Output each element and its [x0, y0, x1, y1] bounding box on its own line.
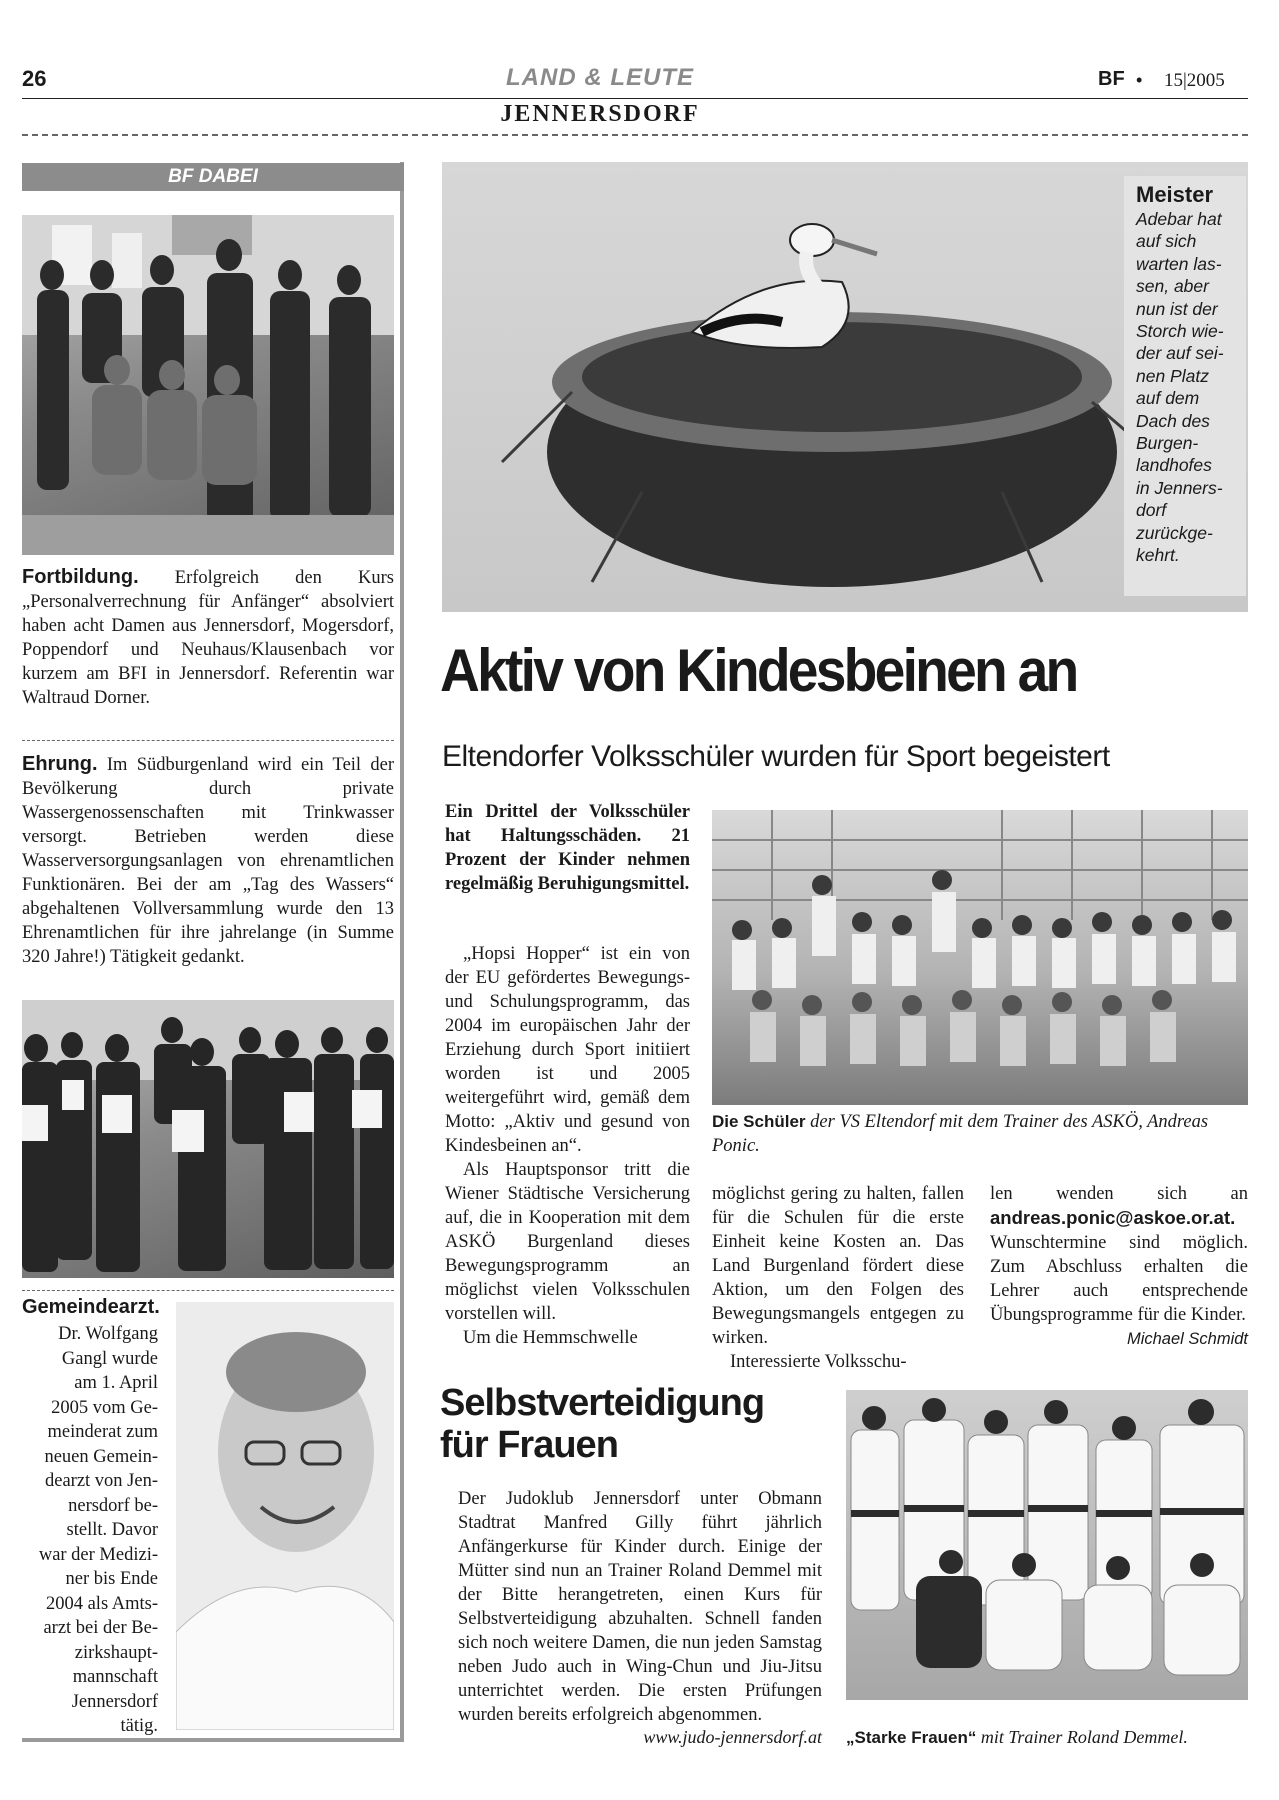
doctor-portrait	[176, 1302, 394, 1730]
gemeindearzt-line: tätig.	[120, 1716, 158, 1736]
stork-caption-text	[1124, 208, 1246, 567]
fortbildung-paragraph	[22, 565, 394, 710]
stork-caption-line: auf dem	[1136, 388, 1200, 409]
article2-text: Der Judoklub Jennersdorf unter Obmann Stadtrat Manfred Gilly führt jährlich Anfängerkurse für Kinder durch. Einige der Mütter sind nun an Trainer Roland Demmel mit der Bitte herangetreten, einen Kurs für Selbstverteidigung abzuhalten. Schnell fanden sich noch weitere Damen, die nun jeden Samstag neben Judo auch in Wing-Chun und Jiu-Jitsu unterrichtet werden. Die ersten Prüfungen wurden bereits erfolgreich abgenommen.	[458, 1489, 822, 1725]
stork-caption-line: nun ist der	[1136, 298, 1218, 319]
judo-caption	[846, 1727, 1248, 1748]
ehrung-group-photo	[22, 1000, 394, 1278]
ehrung-lead: Ehrung.	[22, 753, 98, 775]
region-title: JENNERSDORF	[500, 101, 700, 127]
gemeindearzt-line: dearzt von Jen-	[44, 1471, 158, 1491]
gemeindearzt-text	[22, 1322, 158, 1739]
article1-col1-p2: Als Hauptsponsor tritt die Wiener Städtische Versicherung auf, die in Kooperation mit dem ASKÖ Burgenland dieses Bewegungsprogramm an möglichst vielen Volksschulen vorstellen will.	[445, 1160, 690, 1324]
schoolkids-caption-text: der VS Eltendorf mit dem Trainer des ASKÖ, Andreas Ponic.	[712, 1112, 1209, 1156]
stork-caption-line: Adebar hat	[1136, 209, 1222, 229]
article1-col2-p1: möglichst gering zu halten, fallen für die Schulen für die erste Einheit keine Kosten an. Das Land Burgenland fördert diese Aktion, um den Folgen des Bewegungsmangels entgegen zu wirken.	[712, 1184, 964, 1348]
gemeindearzt-line: nersdorf be-	[68, 1495, 158, 1516]
article1-col3-a: len wenden sich an	[990, 1184, 1248, 1204]
stork-caption-line: Storch wie-	[1136, 321, 1224, 342]
group-figures	[22, 215, 394, 555]
header-bullet: •	[1136, 70, 1143, 90]
sidebar-divider-1	[22, 740, 394, 741]
ehrung-text: Im Südburgenland wird ein Teil der Bevölkerung durch private Wassergenossenschaften mit Trinkwasser versorgt. Betrieben werden diese Wasserversorgungsanlagen von ehrenamtlichen Funktionären. Bei der am „Tag des Wassers“ abgehaltenen Vollversammlung wurde den 13 Ehrenamtlichen für ihre jahrelange (in Summe 320 Jahre!) Tätigkeit gedankt.	[22, 755, 395, 967]
judo-photo	[846, 1390, 1248, 1700]
stork-caption-line: Dach des	[1136, 410, 1210, 431]
stork-caption-line: der auf sei-	[1136, 343, 1224, 364]
sidebar-divider-2	[22, 1290, 394, 1291]
stork-caption-line: auf sich	[1136, 231, 1197, 252]
fortbildung-text: Erfolgreich den Kurs „Personalverrechnung für Anfänger“ absolviert haben acht Damen aus Jennersdorf, Mogersdorf, Poppendorf und Neuhaus/Klausenbach vor kurzem am BFI in Jennersdorf. Referentin war Waltraud Dorner.	[22, 568, 395, 708]
article1-col3-b: Wunschtermine sind möglich. Zum Abschluss erhalten die Lehrer auch entsprechende Übungsprogramme für die Kinder.	[990, 1233, 1248, 1325]
article1-col2	[712, 1182, 964, 1374]
article2-headline	[440, 1382, 764, 1466]
ehrung-paragraph	[22, 752, 394, 969]
gemeindearzt-line: stellt. Davor	[66, 1520, 158, 1540]
issue-number: 15|2005	[1164, 70, 1225, 91]
gemeindearzt-line: 2004 als Amts-	[45, 1593, 158, 1614]
schoolkids-caption-bold: Die Schüler	[712, 1112, 806, 1131]
ehrung-figures	[22, 1000, 394, 1278]
stork-caption-line: zurückge-	[1136, 522, 1213, 543]
schoolkids-photo	[712, 810, 1248, 1105]
stork-caption-title: Meister	[1136, 182, 1214, 207]
schoolkids-caption	[712, 1110, 1248, 1158]
gemeindearzt-line: Dr. Wolfgang	[58, 1324, 158, 1344]
gemeindearzt-line: 2005 vom Ge-	[51, 1397, 158, 1418]
sidebar-banner: BF DABEI	[22, 163, 404, 191]
judo-figures	[846, 1390, 1248, 1700]
page-number: 26	[22, 66, 47, 91]
stork-caption-line: dorf	[1136, 500, 1167, 521]
article1-col3	[990, 1182, 1248, 1351]
gemeindearzt-line: am 1. April	[74, 1373, 158, 1393]
header-dash-rule	[22, 134, 1248, 136]
header-rule	[22, 98, 1248, 99]
judo-caption-bold: „Starke Frauen“	[846, 1728, 977, 1747]
section-title: LAND & LEUTE	[506, 64, 694, 91]
gemeindearzt-lead: Gemeindearzt.	[22, 1296, 160, 1318]
gemeindearzt-line: mannschaft	[72, 1667, 158, 1687]
stork-caption-line: in Jenners-	[1136, 477, 1223, 498]
article1-subheadline: Eltendorfer Volksschüler wurden für Sport begeistert	[442, 740, 1110, 773]
fortbildung-lead: Fortbildung.	[22, 566, 139, 588]
judo-caption-text: mit Trainer Roland Demmel.	[980, 1727, 1188, 1747]
article1-col1-p1: „Hopsi Hopper“ ist ein von der EU gefördertes Bewegungs- und Schulungsprogramm, das 2004 im europäischen Jahr der Erziehung durch Sport initiiert worden ist und 2005 weitergeführt wird, gemäß dem Motto: „Aktiv und gesund von Kindesbeinen an“.	[445, 944, 690, 1156]
article2-headline-line1: Selbstverteidigung	[440, 1382, 765, 1424]
schoolkids-figures	[712, 810, 1248, 1105]
stork-caption-line: landhofes	[1136, 455, 1212, 476]
article2-headline-line2: für Frauen	[440, 1424, 618, 1466]
gemeindearzt-line: neuen Gemein-	[44, 1446, 158, 1467]
gemeindearzt-line: Jennersdorf	[71, 1691, 158, 1712]
article2-url[interactable]: www.judo-jennersdorf.at	[643, 1727, 822, 1747]
stork-caption-line: nen Platz	[1136, 365, 1209, 386]
fortbildung-group-photo	[22, 215, 394, 555]
stork-caption-line: Burgen-	[1136, 433, 1199, 454]
article1-lead: Ein Drittel der Volksschüler hat Haltungsschäden. 21 Prozent der Kinder nehmen regelmäßig Beruhigungsmittel.	[445, 802, 690, 894]
article1-author: Michael Schmidt	[1126, 1330, 1248, 1348]
gemeindearzt-line: meinderat zum	[47, 1422, 158, 1442]
article1-headline: Aktiv von Kindesbeinen an	[440, 637, 1077, 704]
gemeindearzt-line: war der Medizi-	[38, 1544, 158, 1565]
stork-caption-line: kehrt.	[1136, 545, 1180, 566]
gemeindearzt-line: ner bis Ende	[65, 1569, 158, 1589]
stork-caption-line: warten las-	[1136, 253, 1222, 274]
article1-col1	[445, 942, 690, 1350]
article1-email-link[interactable]: andreas.ponic@askoe.or.at.	[990, 1207, 1236, 1228]
gemeindearzt-line: Gangl wurde	[61, 1348, 158, 1369]
doctor-figure	[176, 1302, 394, 1730]
article1-col1-p3: Um die Hemmschwelle	[463, 1328, 638, 1348]
stork-caption-box	[1124, 176, 1246, 596]
article1-col2-p2: Interessierte Volksschu-	[730, 1352, 907, 1372]
gemeindearzt-line: arzt bei der Be-	[43, 1618, 158, 1638]
stork-caption-line: sen, aber	[1136, 276, 1209, 297]
paper-name: BF	[1098, 68, 1125, 90]
gemeindearzt-line: zirkshaupt-	[74, 1642, 158, 1663]
